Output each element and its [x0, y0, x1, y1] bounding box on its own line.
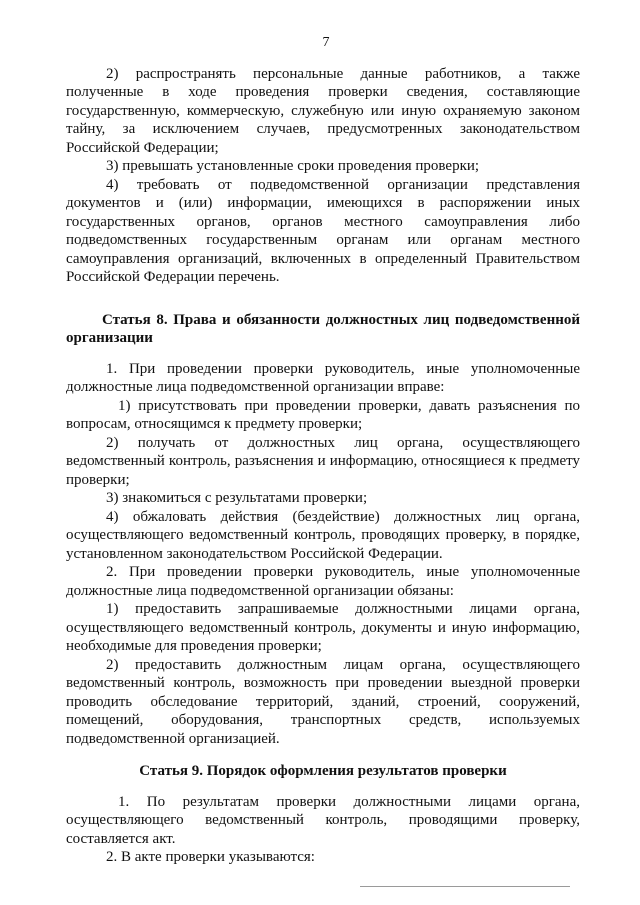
- paragraph: 1. При проведении проверки руководитель, иные уполномоченные должностные лица подведомственной организации вправе:: [66, 360, 580, 395]
- paragraph: 3) превышать установленные сроки проведения проверки;: [106, 158, 480, 174]
- paragraph: 1. По результатам проверки должностными лицами органа, осуществляющего ведомственный контроль, проводящими проверку, составляется акт.: [66, 793, 580, 847]
- paragraph: 2) предоставить должностным лицам органа, осуществляющего ведомственный контроль, возможность при проведении выездной проверки проводить обследование территорий, зданий, строений, сооружений, помещений, оборудования, транспортных средств, используемых подведомственной организацией.: [66, 656, 580, 747]
- article-8-heading: Статья 8. Права и обязанности должностных лиц подведомственной организации: [66, 311, 580, 346]
- paragraph: 1) присутствовать при проведении проверки, давать разъяснения по вопросам, относящимся к предмету проверки;: [66, 397, 580, 432]
- paragraph: 4) требовать от подведомственной организации представления документов и (или) информации, имеющихся в распоряжении иных государственных органов, органов местного самоуправления либо подведомственных государственным органам или органам местного самоуправления организаций, включенных в определенный Правительством Российской Федерации перечень.: [66, 176, 580, 285]
- paragraph: 4) обжаловать действия (бездействие) должностных лиц органа, осуществляющего ведомственный контроль, проводящих проверку, в порядке, установленном законодательством Российской Федерации.: [66, 508, 580, 562]
- paragraph: 2) распространять персональные данные работников, а также полученные в ходе проведения проверки сведения, составляющие государственную, коммерческую, служебную или иную охраняемую законом тайну, за исключением случаев, предусмотренных законодательством Российской Федерации;: [66, 65, 580, 156]
- paragraph: 1) предоставить запрашиваемые должностными лицами органа, осуществляющего ведомственный контроль, документы и иную информацию, необходимые для проведения проверки;: [66, 601, 580, 654]
- paragraph: 2) получать от должностных лиц органа, осуществляющего ведомственный контроль, разъяснения и информацию, относящиеся к предмету проверки;: [66, 434, 580, 488]
- article-9-heading: Статья 9. Порядок оформления результатов проверки: [139, 763, 507, 779]
- footer-rule: [360, 886, 570, 887]
- page-number: 7: [322, 35, 330, 50]
- paragraph: 2. В акте проверки указываются:: [106, 849, 315, 865]
- paragraph: 3) знакомиться с результатами проверки;: [106, 490, 368, 506]
- paragraph: 2. При проведении проверки руководитель, иные уполномоченные должностные лица подведомственной организации обязаны:: [66, 564, 580, 599]
